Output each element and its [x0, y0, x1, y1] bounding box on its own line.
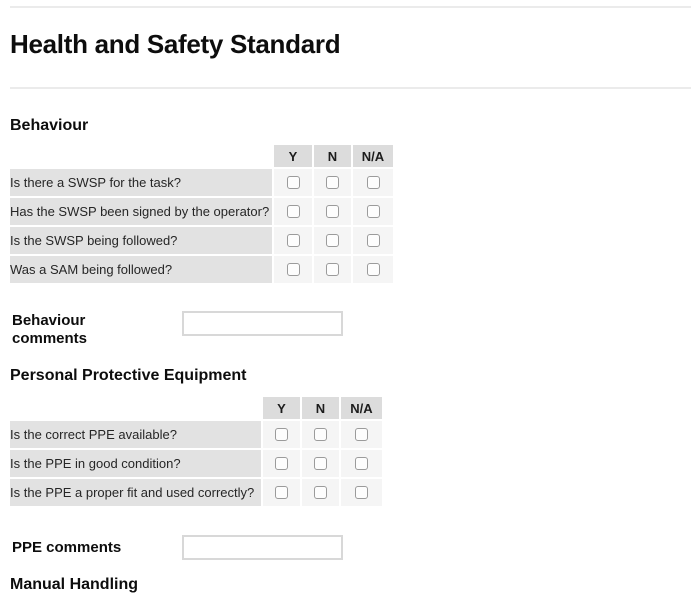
checkbox-ppe-q2-y[interactable]: [275, 457, 288, 470]
form-page: [0, 6, 700, 593]
checkbox-ppe-q1-y[interactable]: [275, 428, 288, 441]
column-header-y: Y: [263, 397, 300, 419]
question-label: Is there a SWSP for the task?: [10, 169, 272, 196]
answer-cell: [353, 198, 393, 225]
answer-cell: [341, 421, 382, 448]
checkbox-ppe-q3-na[interactable]: [355, 486, 368, 499]
answer-cell: [274, 198, 312, 225]
table-header-row: [10, 397, 382, 419]
checkbox-behaviour-q3-na[interactable]: [367, 234, 380, 247]
checkbox-behaviour-q3-y[interactable]: [287, 234, 300, 247]
checkbox-behaviour-q3-n[interactable]: [326, 234, 339, 247]
checkbox-behaviour-q4-n[interactable]: [326, 263, 339, 276]
answer-cell: [274, 227, 312, 254]
section-heading-behaviour: Behaviour: [10, 117, 89, 134]
checkbox-ppe-q3-y[interactable]: [275, 486, 288, 499]
table-header-row: [10, 145, 393, 167]
table-row: [10, 479, 382, 506]
answer-cell: [274, 169, 312, 196]
table-row: [10, 421, 382, 448]
empty-header-cell: [10, 397, 261, 419]
answer-cell: [302, 450, 339, 477]
title-divider: [10, 87, 691, 89]
column-header-n: N: [314, 145, 351, 167]
checkbox-behaviour-q1-na[interactable]: [367, 176, 380, 189]
answer-cell: [314, 169, 351, 196]
answer-cell: [302, 421, 339, 448]
top-divider: [10, 6, 691, 8]
answer-cell: [341, 450, 382, 477]
behaviour-comments-row: [12, 309, 691, 348]
checkbox-behaviour-q4-y[interactable]: [287, 263, 300, 276]
section-heading-ppe: Personal Protective Equipment: [10, 367, 247, 384]
question-label: Has the SWSP been signed by the operator?: [10, 198, 272, 225]
checkbox-ppe-q3-n[interactable]: [314, 486, 327, 499]
answer-cell: [263, 479, 300, 506]
behaviour-comments-input[interactable]: [182, 311, 343, 336]
checkbox-ppe-q2-na[interactable]: [355, 457, 368, 470]
answer-cell: [314, 198, 351, 225]
checkbox-behaviour-q2-y[interactable]: [287, 205, 300, 218]
question-label: Is the correct PPE available?: [10, 421, 261, 448]
table-row: [10, 450, 382, 477]
answer-cell: [353, 169, 393, 196]
question-label: Is the SWSP being followed?: [10, 227, 272, 254]
checkbox-behaviour-q1-n[interactable]: [326, 176, 339, 189]
column-header-y: Y: [274, 145, 312, 167]
checkbox-behaviour-q1-y[interactable]: [287, 176, 300, 189]
page-title: Health and Safety Standard: [10, 29, 341, 59]
table-row: [10, 256, 393, 283]
behaviour-checklist-table: [8, 143, 395, 285]
answer-cell: [263, 421, 300, 448]
answer-cell: [263, 450, 300, 477]
ppe-checklist-table: [8, 395, 384, 508]
checkbox-behaviour-q4-na[interactable]: [367, 263, 380, 276]
answer-cell: [341, 479, 382, 506]
answer-cell: [314, 227, 351, 254]
checkbox-behaviour-q2-na[interactable]: [367, 205, 380, 218]
answer-cell: [353, 256, 393, 283]
behaviour-comments-label: Behaviour comments: [12, 312, 88, 347]
column-header-n: N: [302, 397, 339, 419]
question-label: Is the PPE a proper fit and used correctly?: [10, 479, 261, 506]
empty-header-cell: [10, 145, 272, 167]
answer-cell: [353, 227, 393, 254]
answer-cell: [274, 256, 312, 283]
table-row: [10, 227, 393, 254]
checkbox-ppe-q1-na[interactable]: [355, 428, 368, 441]
ppe-comments-label: PPE comments: [12, 539, 122, 556]
ppe-comments-input[interactable]: [182, 535, 343, 560]
column-header-na: N/A: [353, 145, 393, 167]
checkbox-ppe-q1-n[interactable]: [314, 428, 327, 441]
section-heading-manual-handling: Manual Handling: [10, 576, 138, 593]
checkbox-behaviour-q2-n[interactable]: [326, 205, 339, 218]
table-row: [10, 198, 393, 225]
column-header-na: N/A: [341, 397, 382, 419]
answer-cell: [314, 256, 351, 283]
question-label: Was a SAM being followed?: [10, 256, 272, 283]
ppe-comments-row: [12, 533, 691, 560]
checkbox-ppe-q2-n[interactable]: [314, 457, 327, 470]
question-label: Is the PPE in good condition?: [10, 450, 261, 477]
answer-cell: [302, 479, 339, 506]
table-row: [10, 169, 393, 196]
